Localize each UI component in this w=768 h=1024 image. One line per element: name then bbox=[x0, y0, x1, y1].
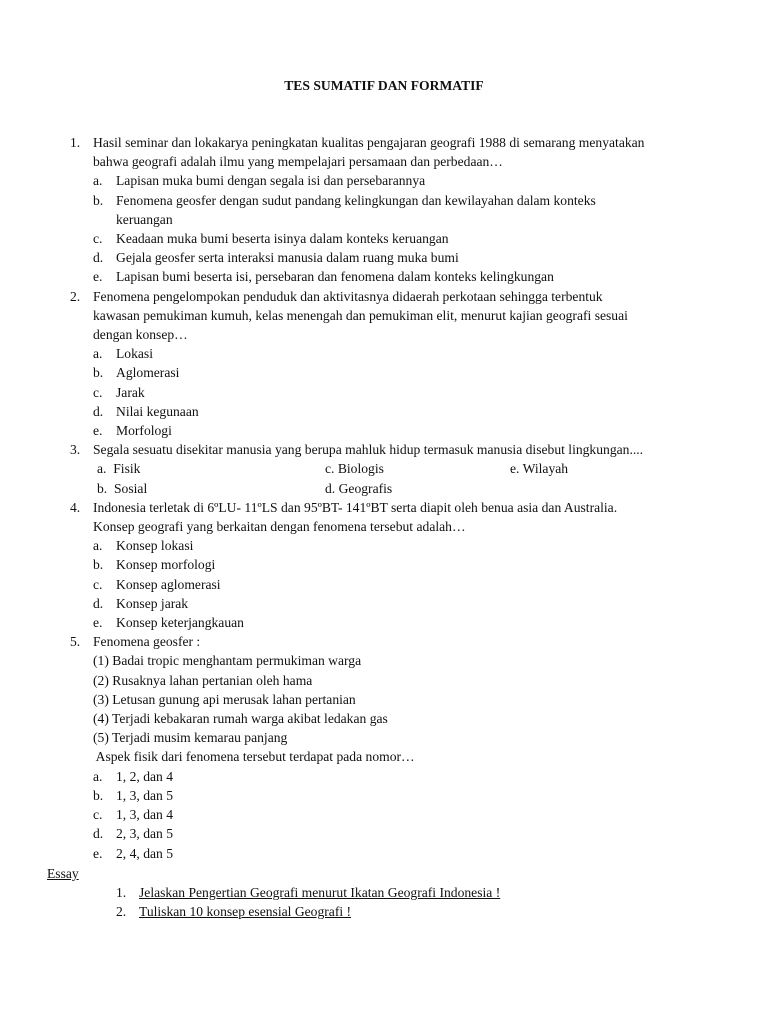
option-label: b. bbox=[97, 480, 108, 496]
option-c bbox=[93, 575, 736, 594]
option-label: e. bbox=[93, 615, 103, 631]
option-e bbox=[93, 267, 736, 286]
option-d bbox=[93, 402, 736, 421]
option-grid bbox=[93, 459, 736, 497]
option-text: Konsep morfologi bbox=[116, 557, 216, 573]
option-a bbox=[93, 536, 736, 555]
option-label: a. bbox=[93, 768, 103, 784]
option-d bbox=[325, 479, 392, 498]
option-a bbox=[93, 171, 736, 190]
question-3 bbox=[64, 440, 736, 498]
essay-question-text: Tuliskan 10 konsep esensial Geografi ! bbox=[139, 904, 352, 920]
option-label: a. bbox=[93, 173, 103, 189]
statement-item: (3) Letusan gunung api merusak lahan pertanian bbox=[93, 691, 356, 707]
question-number: 2. bbox=[70, 288, 81, 304]
option-text: Lokasi bbox=[116, 346, 153, 362]
option-text: Gejala geosfer serta interaksi manusia dalam ruang muka bumi bbox=[116, 250, 459, 266]
option-c bbox=[93, 229, 736, 248]
option-d bbox=[93, 594, 736, 613]
option-text: Konsep jarak bbox=[116, 595, 189, 611]
option-text: Konsep keterjangkauan bbox=[116, 615, 244, 631]
option-label: c. bbox=[93, 384, 103, 400]
option-label: d. bbox=[93, 826, 104, 842]
option-text: Aglomerasi bbox=[116, 365, 180, 381]
option-label: d. bbox=[93, 403, 104, 419]
question-1 bbox=[64, 133, 736, 287]
option-text: 2, 3, dan 5 bbox=[116, 826, 174, 842]
question-number: 1. bbox=[70, 135, 81, 150]
question-text-line: Segala sesuatu disekitar manusia yang berupa mahluk hidup termasuk manusia disebut lingkungan.... bbox=[93, 442, 644, 458]
question-text-line: Fenomena pengelompokan penduduk dan aktivitasnya didaerah perkotaan sehingga terbentuk bbox=[93, 288, 603, 304]
option-text: Fenomena geosfer dengan sudut pandang kelingkungan dan kewilayahan dalam konteks bbox=[116, 192, 596, 208]
option-c bbox=[93, 383, 736, 402]
option-text: Lapisan bumi beserta isi, persebaran dan fenomena dalam konteks kelingkungan bbox=[116, 269, 554, 285]
option-label: b. bbox=[93, 557, 104, 573]
question-4 bbox=[64, 498, 736, 632]
question-text-line: bahwa geografi adalah ilmu yang mempelajari persamaan dan perbedaan… bbox=[93, 154, 503, 170]
statement-item: (1) Badai tropic menghantam permukiman warga bbox=[93, 653, 362, 669]
option-label: c. bbox=[93, 576, 103, 592]
option-e bbox=[510, 459, 568, 478]
question-number: 5. bbox=[70, 634, 81, 650]
option-label: d. bbox=[93, 595, 104, 611]
option-text: d. Geografis bbox=[325, 480, 393, 496]
option-text: Konsep lokasi bbox=[116, 538, 194, 554]
option-label: e. bbox=[93, 269, 103, 285]
option-b bbox=[93, 363, 736, 382]
option-label: c. bbox=[93, 807, 103, 823]
statement-item: (5) Terjadi musim kemarau panjang bbox=[93, 730, 288, 746]
essay-number: 2. bbox=[116, 904, 127, 920]
option-text: Fisik bbox=[113, 461, 141, 477]
essay-list bbox=[116, 883, 500, 921]
question-text-line: Indonesia terletak di 6ºLU- 11ºLS dan 95ºBT- 141ºBT serta diapit oleh benua asia dan Australia. bbox=[93, 499, 618, 515]
essay-item-1 bbox=[116, 883, 500, 902]
option-text: 2, 4, dan 5 bbox=[116, 845, 174, 861]
option-text: e. Wilayah bbox=[510, 461, 569, 477]
question-2 bbox=[64, 287, 736, 441]
statement-item: (4) Terjadi kebakaran rumah warga akibat ledakan gas bbox=[93, 711, 388, 727]
question-text-line: Konsep geografi yang berkaitan dengan fenomena tersebut adalah… bbox=[93, 519, 466, 535]
question-number: 3. bbox=[70, 442, 81, 458]
option-label: c. bbox=[93, 231, 103, 247]
question-text-line: kawasan pemukiman kumuh, kelas menengah dan pemukiman elit, menurut kajian geografi sesuai bbox=[93, 307, 628, 323]
option-b bbox=[93, 191, 736, 229]
option-label: a. bbox=[93, 538, 103, 554]
option-b bbox=[93, 555, 736, 574]
question-5 bbox=[64, 632, 736, 862]
option-c bbox=[93, 805, 736, 824]
option-a bbox=[93, 767, 736, 786]
option-label: e. bbox=[93, 845, 103, 861]
option-text: 1, 3, dan 4 bbox=[116, 807, 174, 823]
page-title: TES SUMATIF DAN FORMATIF bbox=[284, 78, 484, 93]
question-prompt: Aspek fisik dari fenomena tersebut terdapat pada nomor… bbox=[93, 749, 415, 765]
option-label: b. bbox=[93, 365, 104, 381]
question-text-line: Hasil seminar dan lokakarya peningkatan kualitas pengajaran geografi 1988 di semarang menyatakan bbox=[93, 135, 645, 150]
option-label: a. bbox=[93, 346, 103, 362]
option-label: d. bbox=[93, 250, 104, 266]
option-text: Morfologi bbox=[116, 423, 172, 439]
question-list bbox=[64, 133, 736, 863]
option-text: Keadaan muka bumi beserta isinya dalam konteks keruangan bbox=[116, 231, 449, 247]
question-text-line: dengan konsep… bbox=[93, 327, 188, 343]
option-b bbox=[97, 479, 147, 498]
option-label: a. bbox=[97, 461, 107, 477]
option-label: b. bbox=[93, 192, 104, 208]
option-text: Jarak bbox=[116, 384, 145, 400]
option-text: keruangan bbox=[116, 211, 173, 227]
option-text: Lapisan muka bumi dengan segala isi dan persebarannya bbox=[116, 173, 426, 189]
option-d bbox=[93, 824, 736, 843]
option-e bbox=[93, 613, 736, 632]
essay-heading: Essay bbox=[47, 866, 79, 881]
question-text-line: Fenomena geosfer : bbox=[93, 634, 201, 650]
option-text: c. Biologis bbox=[325, 461, 384, 477]
option-a bbox=[93, 344, 736, 363]
option-e bbox=[93, 421, 736, 440]
option-b bbox=[93, 786, 736, 805]
option-label: e. bbox=[93, 423, 103, 439]
option-text: Nilai kegunaan bbox=[116, 403, 199, 419]
question-number: 4. bbox=[70, 499, 81, 515]
essay-number: 1. bbox=[116, 885, 127, 900]
option-e bbox=[93, 844, 736, 863]
option-d bbox=[93, 248, 736, 267]
option-label: b. bbox=[93, 787, 104, 803]
statement-item: (2) Rusaknya lahan pertanian oleh hama bbox=[93, 672, 313, 688]
essay-item-2 bbox=[116, 902, 500, 921]
option-text: Sosial bbox=[114, 480, 148, 496]
option-c bbox=[325, 459, 384, 478]
option-text: Konsep aglomerasi bbox=[116, 576, 221, 592]
option-text: 1, 3, dan 5 bbox=[116, 787, 174, 803]
option-text: 1, 2, dan 4 bbox=[116, 768, 174, 784]
option-a bbox=[97, 459, 140, 478]
essay-question-text: Jelaskan Pengertian Geografi menurut Ikatan Geografi Indonesia ! bbox=[139, 885, 501, 900]
